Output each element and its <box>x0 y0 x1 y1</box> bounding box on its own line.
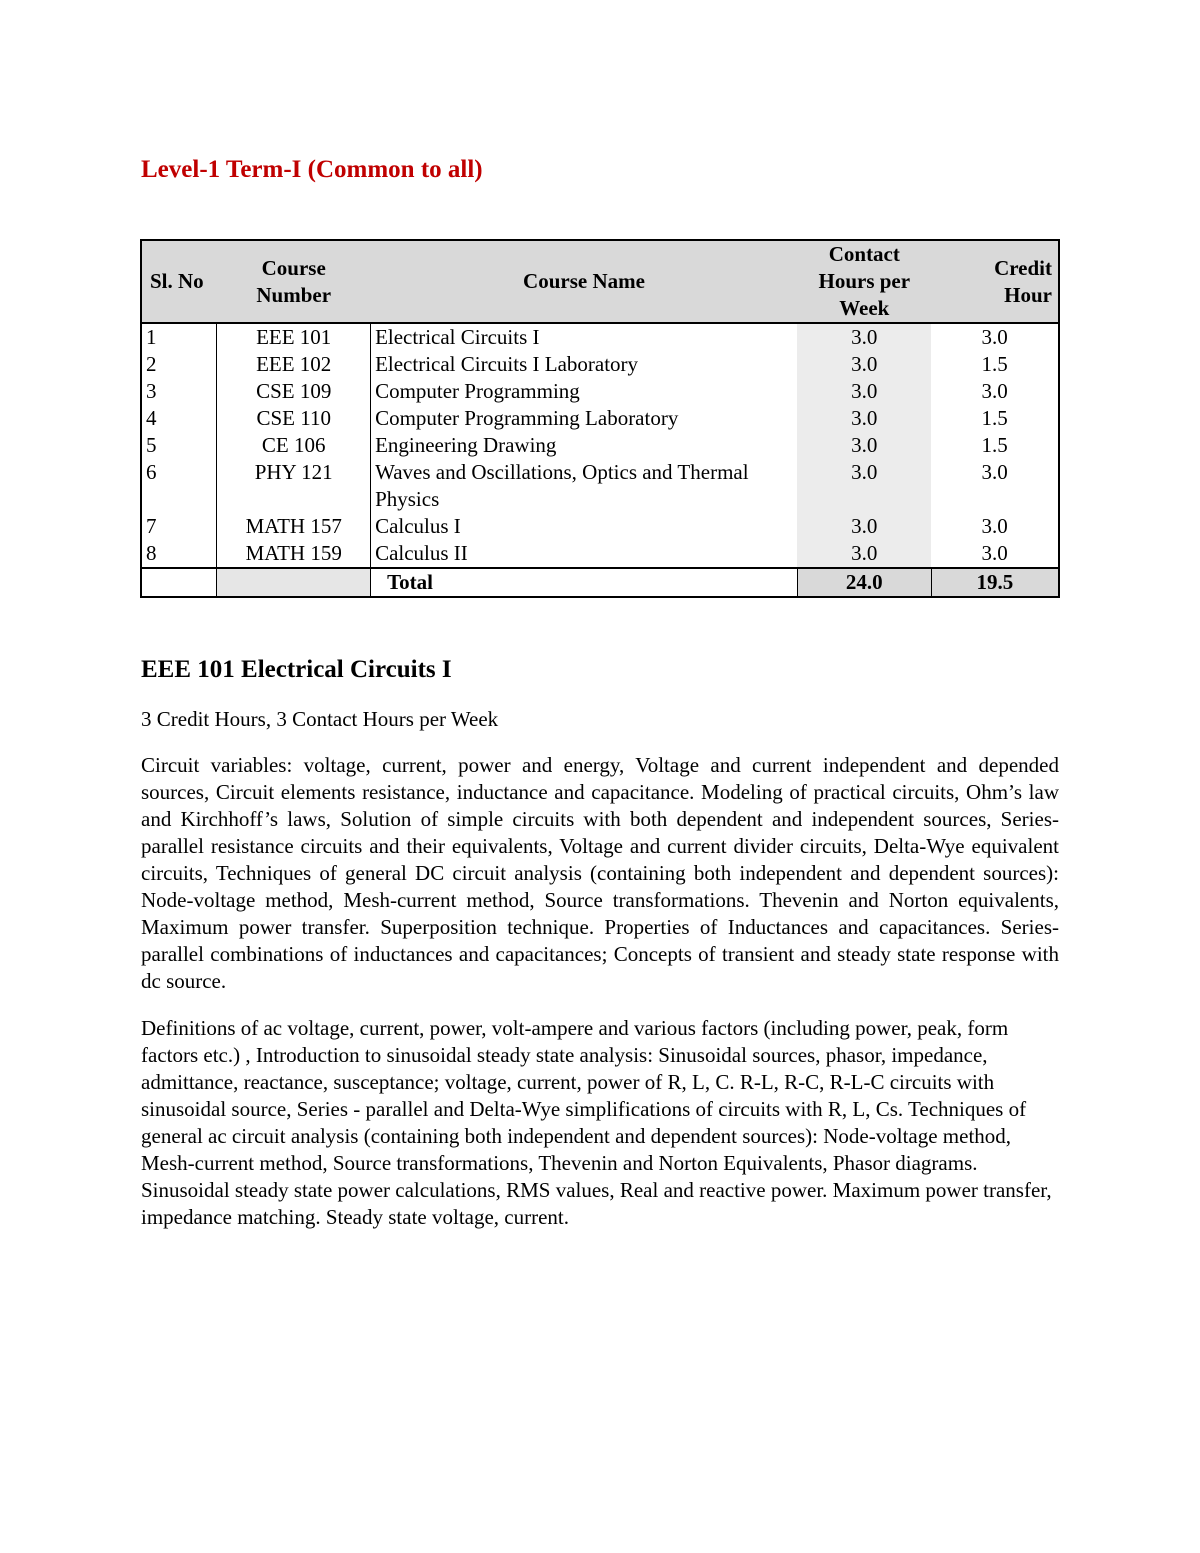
cell-contact-hours: 3.0 <box>797 378 931 405</box>
course-description-paragraph-2: Definitions of ac voltage, current, power, volt-ampere and various factors (including power, peak, form factors etc.) , Introduction to sinusoidal steady state analysis: Sinusoidal sources, phasor, impedance, admittance, reactance, susceptance; voltage, current, power of R, L, C. R-L, R-C, R-L-C circuits with sinusoidal source, Series - parallel and Delta-Wye simplifications of circuits with R, L, Cs. Techniques of general ac circuit analysis (containing both independent and dependent sources): Node-voltage method, Mesh-current method, Source transformations, Thevenin and Norton Equivalents, Phasor diagrams. Sinusoidal steady state power calculations, RMS values, Real and reactive power. Maximum power transfer, impedance matching. Steady state voltage, current. <box>141 1016 1052 1229</box>
cell-course-name: Electrical Circuits I Laboratory <box>375 352 639 376</box>
total-blank-sl <box>141 568 217 597</box>
cell-sl: 1 <box>141 323 217 351</box>
cell-sl: 6 <box>141 459 217 513</box>
course-credits-line: 3 Credit Hours, 3 Contact Hours per Week <box>141 707 499 731</box>
table-row <box>141 432 1059 459</box>
cell-course-number: EEE 102 <box>217 351 371 378</box>
cell-course-name: Computer Programming <box>375 379 580 403</box>
course-title: EEE 101 Electrical Circuits I <box>141 656 452 683</box>
header-contact-hours <box>797 240 931 323</box>
cell-contact-hours: 3.0 <box>797 513 931 540</box>
header-credit-hour <box>931 240 1059 323</box>
table-row <box>141 459 1059 513</box>
cell-contact-hours: 3.0 <box>797 405 931 432</box>
cell-course-name: Calculus I <box>375 514 461 538</box>
cell-credit-hour: 3.0 <box>981 379 1008 403</box>
header-sl-no: Sl. No <box>141 240 217 323</box>
header-credit-line1: Credit <box>994 255 1052 280</box>
header-credit-line2: Hour <box>1004 282 1052 307</box>
header-course-number-line2: Number <box>256 282 332 307</box>
cell-credit-hour: 1.5 <box>981 406 1008 430</box>
table-header-row <box>141 240 1059 323</box>
total-blank-number <box>217 568 371 597</box>
course-table <box>140 239 1060 598</box>
cell-course-number: CSE 109 <box>217 378 371 405</box>
header-course-number <box>217 240 371 323</box>
table-row <box>141 513 1059 540</box>
cell-credit-hour: 1.5 <box>981 352 1008 376</box>
table-row <box>141 405 1059 432</box>
cell-sl: 5 <box>141 432 217 459</box>
cell-credit-hour: 3.0 <box>981 514 1008 538</box>
total-contact-hours: 24.0 <box>797 568 931 597</box>
cell-course-name: Engineering Drawing <box>375 433 557 457</box>
total-credit-hours: 19.5 <box>931 568 1059 597</box>
cell-course-number: MATH 159 <box>217 540 371 568</box>
cell-course-number: EEE 101 <box>217 323 371 351</box>
cell-credit-hour: 3.0 <box>981 460 1008 484</box>
header-contact-line3: Week <box>839 296 890 320</box>
cell-credit-hour: 3.0 <box>981 541 1008 565</box>
header-contact-line1: Contact <box>828 242 900 266</box>
course-description-paragraph-1: Circuit variables: voltage, current, power and energy, Voltage and current independent and depended sources, Circuit elements resistance, inductance and capacitance. Modeling of practical circuits, Ohm’s law and Kirchhoff’s laws, Solution of simple circuits with both dependent and independent sources, Series-parallel resistance circuits and their equivalents, Voltage and current divider circuits, Delta-Wye equivalent circuits, Techniques of general DC circuit analysis (containing both independent and dependent sources): Node-voltage method, Mesh-current method, Source transformations. Thevenin and Norton equivalents, Maximum power transfer. Superposition technique. Properties of Inductances and capacitances. Series-parallel combinations of inductances and capacitances; Concepts of transient and steady state response with dc source. <box>141 753 1059 993</box>
cell-contact-hours: 3.0 <box>797 432 931 459</box>
cell-course-name: Calculus II <box>375 541 468 565</box>
cell-credit-hour: 1.5 <box>981 433 1008 457</box>
cell-sl: 7 <box>141 513 217 540</box>
term-heading: Level-1 Term-I (Common to all) <box>141 156 483 183</box>
header-contact-line2: Hours per <box>818 269 911 293</box>
table-row <box>141 323 1059 351</box>
cell-credit-hour: 3.0 <box>981 325 1008 349</box>
header-course-number-line1: Course <box>261 255 326 280</box>
total-label: Total <box>371 568 798 597</box>
cell-course-number: CSE 110 <box>217 405 371 432</box>
cell-course-number: PHY 121 <box>217 459 371 513</box>
cell-contact-hours: 3.0 <box>797 459 931 513</box>
cell-course-number: MATH 157 <box>217 513 371 540</box>
cell-sl: 3 <box>141 378 217 405</box>
cell-contact-hours: 3.0 <box>797 323 931 351</box>
cell-contact-hours: 3.0 <box>797 351 931 378</box>
table-row <box>141 378 1059 405</box>
cell-contact-hours: 3.0 <box>797 540 931 568</box>
cell-course-name: Electrical Circuits I <box>375 325 540 349</box>
cell-course-number: CE 106 <box>217 432 371 459</box>
cell-sl: 2 <box>141 351 217 378</box>
total-row <box>141 568 1059 597</box>
cell-sl: 4 <box>141 405 217 432</box>
header-course-name: Course Name <box>371 240 798 323</box>
table-row <box>141 540 1059 568</box>
cell-course-name: Waves and Oscillations, Optics and Thermal Physics <box>375 460 749 511</box>
cell-course-name: Computer Programming Laboratory <box>375 406 679 430</box>
cell-sl: 8 <box>141 540 217 568</box>
table-row <box>141 351 1059 378</box>
